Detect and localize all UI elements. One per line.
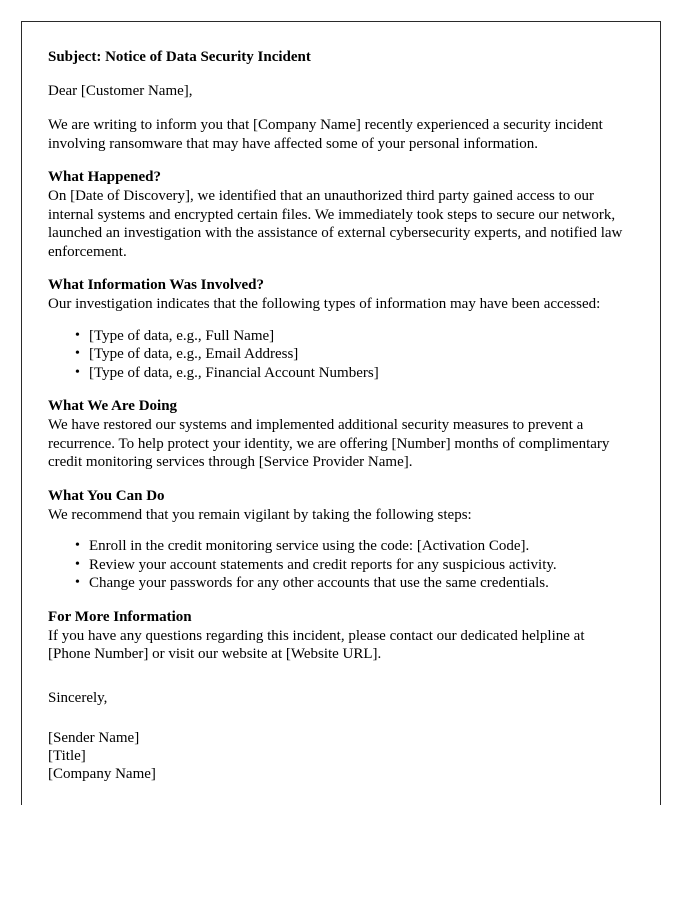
list-item: [75, 574, 626, 593]
section-heading: What Information Was Involved?: [48, 277, 265, 293]
bullet-icon: •: [75, 556, 80, 572]
list-item: [75, 345, 626, 364]
section-heading: What We Are Doing: [48, 398, 178, 414]
section-body: Our investigation indicates that the following types of information may have been accessed:: [48, 296, 601, 312]
list-item-label: [Type of data, e.g., Email Address]: [89, 346, 299, 362]
section-body: We have restored our systems and implemented additional security measures to prevent a recurrence. To help protect your identity, we are offering [Number] months of complimentary credit monitoring services through [Service Provider Name].: [48, 417, 610, 470]
subject-line: Subject: Notice of Data Security Incident: [48, 49, 311, 65]
sender-company: [Company Name]: [48, 765, 156, 782]
intro-paragraph: We are writing to inform you that [Company Name] recently experienced a security incident involving ransomware that may have affected some of your personal information.: [48, 117, 603, 152]
signature-block: [48, 729, 626, 783]
list-item-label: Enroll in the credit monitoring service using the code: [Activation Code].: [89, 538, 530, 554]
list-item: [75, 327, 626, 346]
document-page: [21, 21, 661, 805]
bullet-icon: •: [75, 575, 80, 590]
sender-name: [Sender Name]: [48, 729, 140, 746]
section-heading: For More Information: [48, 608, 192, 625]
section-what-we-are-doing: [48, 397, 626, 472]
list-item: [75, 364, 626, 383]
bullet-icon: •: [75, 346, 80, 361]
data-types-list: [48, 327, 626, 383]
section-for-more-information: [48, 608, 626, 664]
section-what-you-can-do: [48, 487, 626, 593]
section-heading: What You Can Do: [48, 487, 165, 504]
section-what-happened: [48, 168, 626, 261]
letter-body: [48, 48, 626, 783]
section-body: We recommend that you remain vigilant by taking the following steps:: [48, 506, 472, 523]
list-item-label: [Type of data, e.g., Financial Account Numbers]: [89, 364, 379, 381]
salutation: Dear [Customer Name],: [48, 83, 193, 99]
bullet-icon: •: [75, 538, 80, 553]
recommended-steps-list: [48, 537, 626, 593]
closing-line: Sincerely,: [48, 689, 108, 706]
list-item-label: Change your passwords for any other accounts that use the same credentials.: [89, 575, 549, 591]
sender-title: [Title]: [48, 747, 86, 764]
list-item-label: [Type of data, e.g., Full Name]: [89, 327, 275, 344]
list-item: [75, 537, 626, 556]
section-heading: What Happened?: [48, 169, 161, 185]
section-what-information-was-involved: [48, 276, 626, 382]
section-body: If you have any questions regarding this incident, please contact our dedicated helpline at [Phone Number] or visit our website at [Website URL].: [48, 627, 585, 662]
bullet-icon: •: [75, 364, 80, 380]
list-item-label: Review your account statements and credit reports for any suspicious activity.: [89, 556, 557, 573]
section-body: On [Date of Discovery], we identified that an unauthorized third party gained access to our internal systems and encrypted certain files. We immediately took steps to secure our network, launched an investigation with the assistance of external cybersecurity experts, and notified law enforcement.: [48, 188, 623, 260]
list-item: [75, 556, 626, 575]
bullet-icon: •: [75, 327, 80, 343]
